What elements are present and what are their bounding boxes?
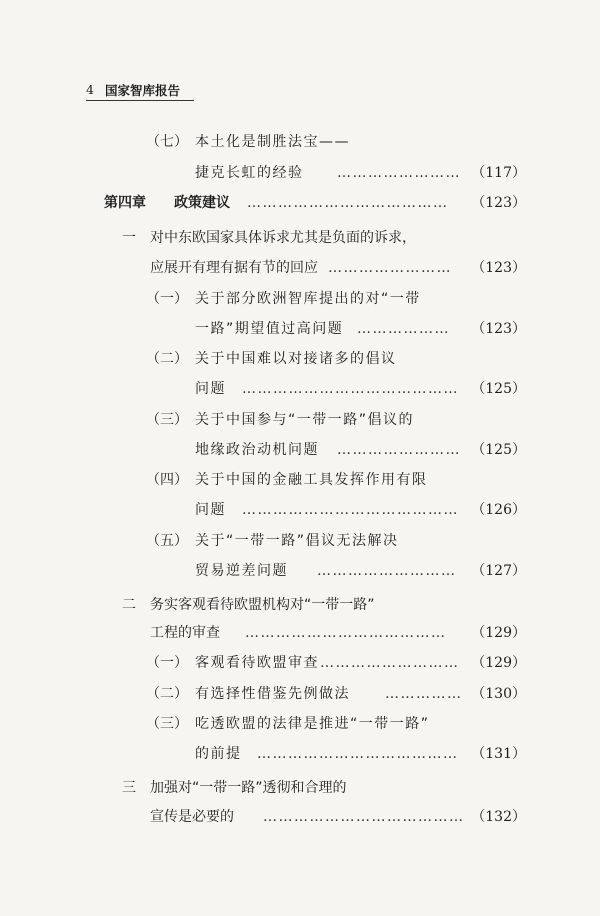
toc-marker: （一）: [146, 291, 188, 307]
toc-text: 吃透欧盟的法律是推进“一带一路”: [195, 716, 430, 732]
toc-entry: [0, 743, 600, 765]
toc-text: 关于中国参与“一带一路”倡议的: [195, 412, 415, 428]
toc-page: （125）: [471, 381, 526, 397]
toc-entry: [0, 318, 600, 340]
toc-text: 的前提: [195, 746, 242, 762]
toc-text: 捷克长虹的经验: [195, 165, 304, 181]
toc-leader: ………………………: [317, 563, 457, 579]
toc-entry: [0, 530, 600, 552]
toc-leader: …………………………………: [247, 195, 449, 211]
toc-page: （132）: [471, 809, 526, 825]
toc-text: 关于中国难以对接诸多的倡议: [195, 351, 397, 367]
toc-leader: ………………………: [320, 655, 460, 671]
toc-page: （123）: [471, 260, 526, 276]
toc-leader: ……………: [385, 686, 463, 702]
toc-leader: …………………………………: [257, 746, 459, 762]
toc-marker: 三: [122, 780, 136, 796]
toc-marker: 第四章: [104, 195, 146, 211]
toc-text: 加强对“一带一路”透彻和合理的: [150, 780, 347, 796]
toc-page: （117）: [471, 165, 526, 181]
toc-text: 宣传是必要的: [150, 809, 234, 825]
toc-leader: …………………………………: [263, 809, 465, 825]
toc-marker: （四）: [146, 472, 188, 488]
toc-entry: [0, 257, 600, 279]
toc-entry: [0, 777, 600, 799]
toc-page: （127）: [471, 563, 526, 579]
toc-entry: [0, 594, 600, 616]
toc-text: 地缘政治动机问题: [195, 442, 319, 458]
toc-chapter-entry: [0, 192, 600, 214]
toc-text: 应展开有理有据有节的回应: [150, 260, 318, 276]
toc-page: （123）: [471, 195, 526, 211]
toc-entry: [0, 622, 600, 644]
toc-entry: [0, 652, 600, 674]
toc-text: 工程的审查: [150, 625, 220, 641]
toc-text: 务实客观看待欧盟机构对“一带一路”: [150, 597, 375, 613]
toc-leader: ……………………………………: [242, 381, 459, 397]
toc-text: 问题: [195, 502, 226, 518]
toc-leader: ……………………: [337, 442, 461, 458]
toc-entry: [0, 499, 600, 521]
toc-marker: （二）: [146, 351, 188, 367]
toc-page: （126）: [471, 502, 526, 518]
toc-marker: （二）: [146, 686, 188, 702]
toc-entry: [0, 162, 600, 184]
toc-page: （131）: [471, 746, 526, 762]
toc-entry: [0, 439, 600, 461]
toc-entry: [0, 348, 600, 370]
toc-text: 客观看待欧盟审查: [195, 655, 319, 671]
toc-leader: ……………………: [337, 165, 461, 181]
toc-page: （129）: [471, 625, 526, 641]
toc-text: 关于部分欧洲智库提出的对“一带: [195, 291, 421, 307]
toc-text: 有选择性借鉴先例做法: [195, 686, 350, 702]
toc-text: 政策建议: [174, 195, 230, 211]
toc-page: （130）: [471, 686, 526, 702]
toc-entry: [0, 288, 600, 310]
toc-text: 一路”期望值过高问题: [195, 321, 344, 337]
toc-marker: （三）: [146, 412, 188, 428]
toc-marker: 二: [122, 597, 136, 613]
toc-leader: …………………………………: [245, 625, 447, 641]
toc-entry: [0, 227, 600, 249]
toc-entry: [0, 469, 600, 491]
toc-leader: ……………………: [328, 260, 452, 276]
toc-marker: （七）: [146, 134, 188, 150]
toc-entry: [0, 683, 600, 705]
toc-page: （129）: [471, 655, 526, 671]
toc-marker: （一）: [146, 655, 188, 671]
toc-leader: ………………: [357, 321, 450, 337]
toc-text: 对中东欧国家具体诉求尤其是负面的诉求，: [150, 230, 416, 246]
running-title: 国家智库报告: [105, 83, 181, 98]
running-header: [86, 80, 194, 101]
toc-leader: ……………………………………: [242, 502, 459, 518]
toc-text: 问题: [195, 381, 226, 397]
toc-entry: [0, 409, 600, 431]
toc-text: 关于中国的金融工具发挥作用有限: [195, 472, 428, 488]
toc-entry: [0, 131, 600, 153]
toc-text: 本土化是制胜法宝——: [195, 134, 350, 150]
toc-marker: （五）: [146, 533, 188, 549]
toc-page: （123）: [471, 321, 526, 337]
toc-marker: 一: [122, 230, 136, 246]
toc-entry: [0, 713, 600, 735]
page-number: 4: [86, 82, 94, 97]
toc-page: （125）: [471, 442, 526, 458]
toc-marker: （三）: [146, 716, 188, 732]
toc-text: 贸易逆差问题: [195, 563, 288, 579]
toc-text: 关于“一带一路”倡议无法解决: [195, 533, 399, 549]
toc-entry: [0, 378, 600, 400]
toc-entry: [0, 560, 600, 582]
toc-entry: [0, 806, 600, 828]
